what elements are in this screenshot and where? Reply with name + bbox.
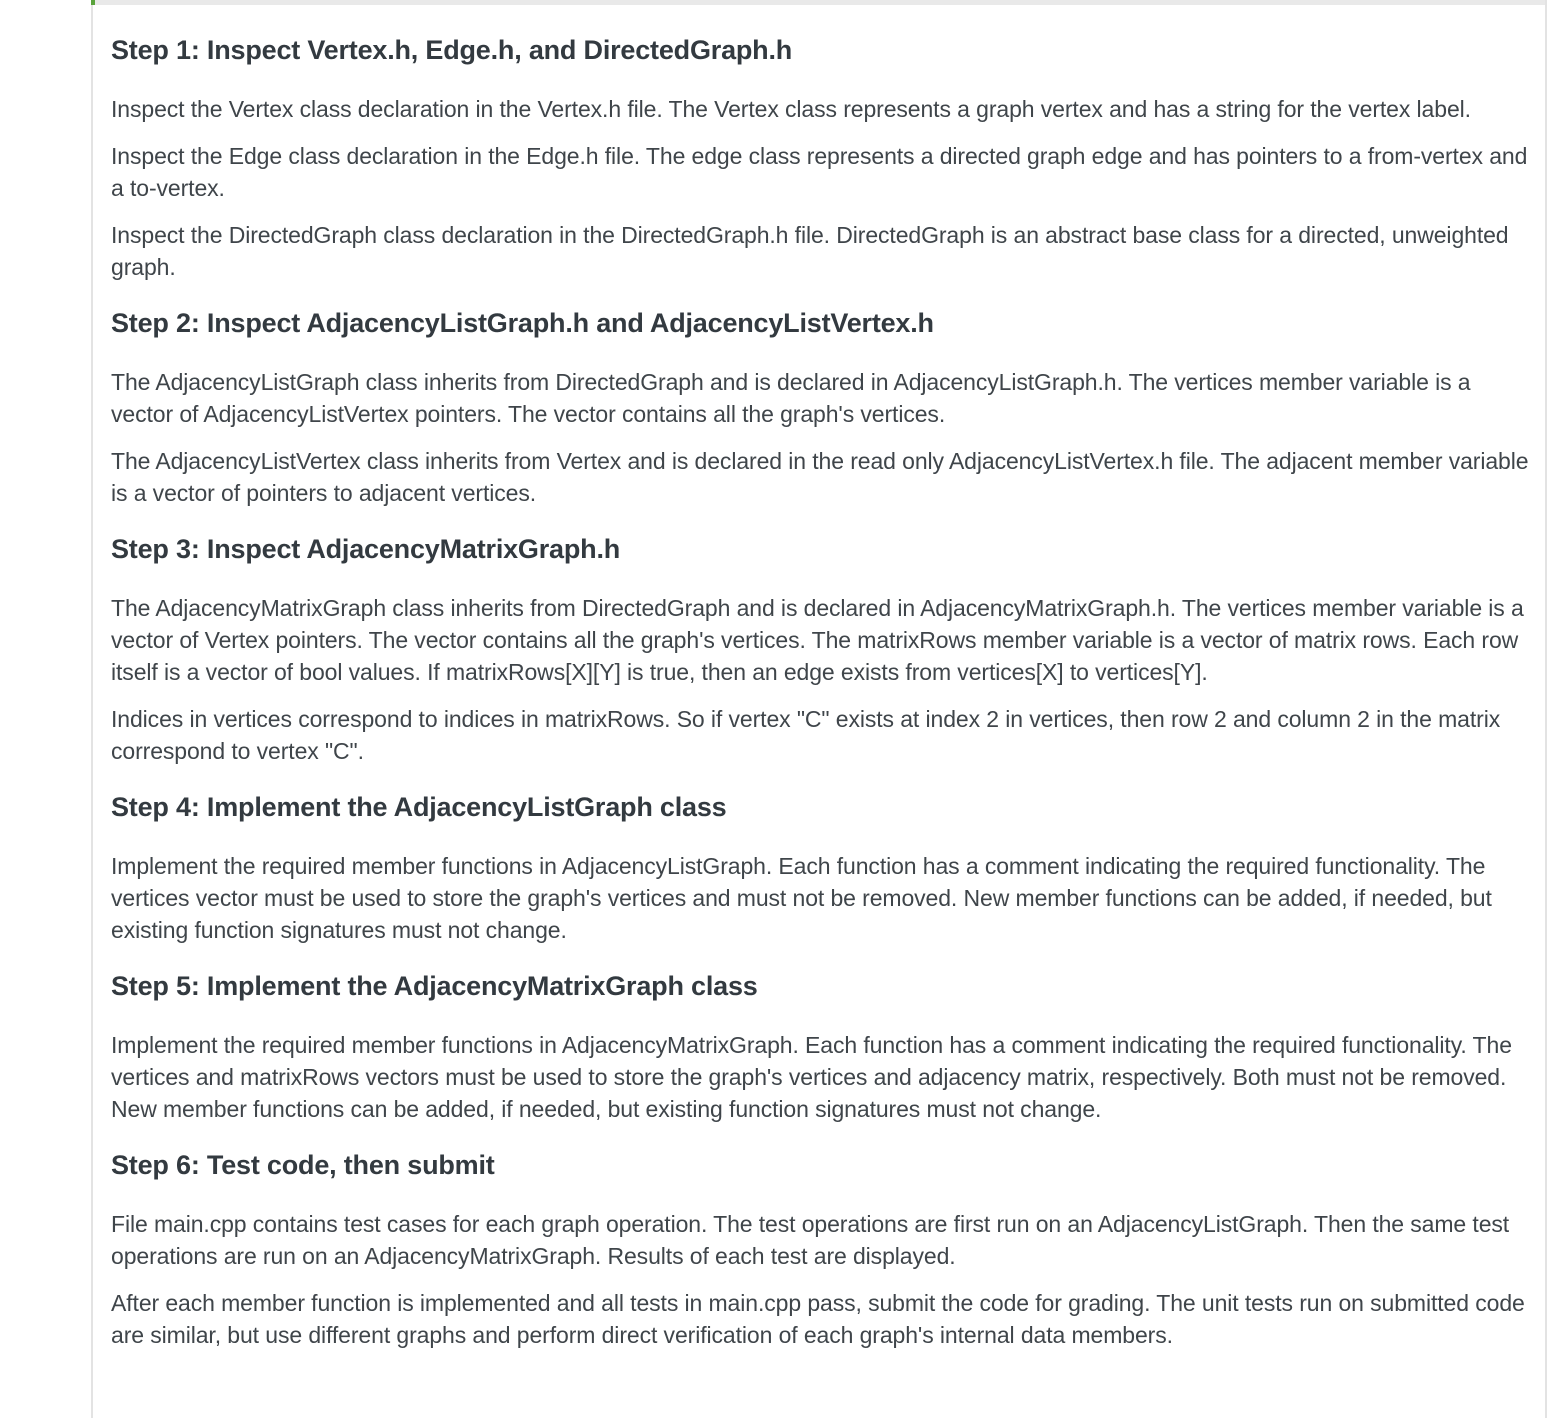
step-1-paragraph: Inspect the Edge class declaration in the Edge.h file. The edge class represents a directed graph edge and has pointers to a from-vertex and a to-vertex. [111, 143, 1528, 201]
panel-accent-marker [91, 0, 95, 5]
step-5-paragraph: Implement the required member functions in AdjacencyMatrixGraph. Each function has a comment indicating the required functionality. The vertices and matrixRows vectors must be used to store the graph's vertices and adjacency matrix, respectively. Both must not be removed. New member functions can be added, if needed, but existing function signatures must not change. [111, 1032, 1512, 1122]
left-gutter [0, 0, 91, 1418]
step-6-paragraph: File main.cpp contains test cases for each graph operation. The test operations are first run on an AdjacencyListGraph. Then the same test operations are run on an AdjacencyMatrixGraph. Results of each test are displayed. [111, 1211, 1510, 1269]
step-4-heading: Step 4: Implement the AdjacencyListGraph class [111, 792, 727, 822]
panel-top-rule [93, 0, 1545, 5]
instructions-panel [91, 0, 1547, 1418]
step-6-heading: Step 6: Test code, then submit [111, 1150, 495, 1180]
step-2-heading: Step 2: Inspect AdjacencyListGraph.h and AdjacencyListVertex.h [111, 308, 934, 338]
step-3-paragraph: The AdjacencyMatrixGraph class inherits from DirectedGraph and is declared in AdjacencyMatrixGraph.h. The vertices member variable is a vector of Vertex pointers. The vector contains all the graph's vertices. The matrixRows member variable is a vector of matrix rows. Each row itself is a vector of bool values. If matrixRows[X][Y] is true, then an edge exists from vertices[X] to vertices[Y]. [111, 595, 1524, 685]
step-1-paragraph: Inspect the DirectedGraph class declaration in the DirectedGraph.h file. DirectedGraph is an abstract base class for a directed, unweighted graph. [111, 222, 1509, 280]
step-6-paragraph: After each member function is implemented and all tests in main.cpp pass, submit the code for grading. The unit tests run on submitted code are similar, but use different graphs and perform direct verification of each graph's internal data members. [111, 1290, 1525, 1348]
step-1-heading: Step 1: Inspect Vertex.h, Edge.h, and DirectedGraph.h [111, 35, 793, 65]
step-3-heading: Step 3: Inspect AdjacencyMatrixGraph.h [111, 534, 621, 564]
step-4-paragraph: Implement the required member functions in AdjacencyListGraph. Each function has a comment indicating the required functionality. The vertices vector must be used to store the graph's vertices and must not be removed. New member functions can be added, if needed, but existing function signatures must not change. [111, 853, 1492, 943]
step-5-heading: Step 5: Implement the AdjacencyMatrixGraph class [111, 971, 758, 1001]
step-2-paragraph: The AdjacencyListGraph class inherits from DirectedGraph and is declared in AdjacencyListGraph.h. The vertices member variable is a vector of AdjacencyListVertex pointers. The vector contains all the graph's vertices. [111, 369, 1471, 427]
step-3-paragraph: Indices in vertices correspond to indices in matrixRows. So if vertex "C" exists at index 2 in vertices, then row 2 and column 2 in the matrix correspond to vertex "C". [111, 706, 1501, 764]
step-2-paragraph: The AdjacencyListVertex class inherits from Vertex and is declared in the read only AdjacencyListVertex.h file. The adjacent member variable is a vector of pointers to adjacent vertices. [111, 448, 1529, 506]
instructions-content [111, 30, 1531, 1351]
step-1-paragraph: Inspect the Vertex class declaration in the Vertex.h file. The Vertex class represents a graph vertex and has a string for the vertex label. [111, 96, 1471, 122]
